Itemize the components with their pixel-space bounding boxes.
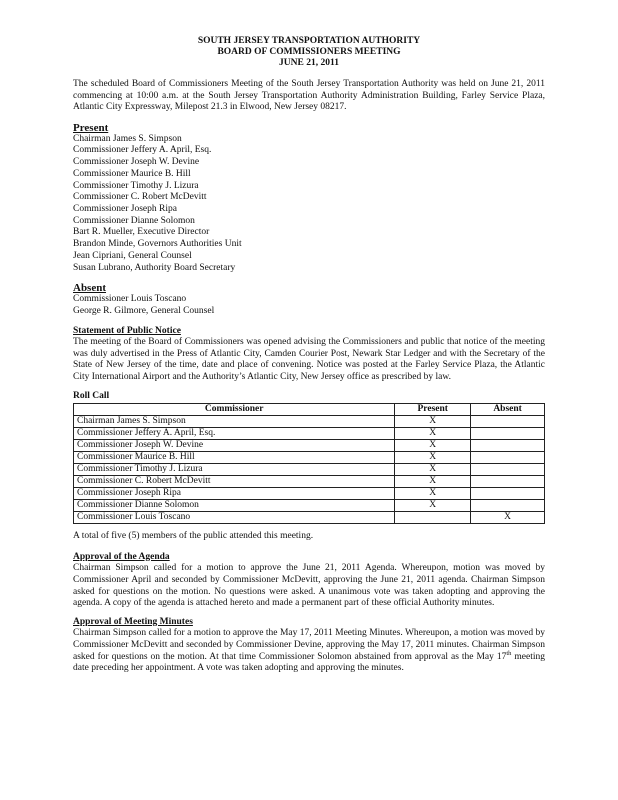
table-row xyxy=(74,440,545,452)
minutes-text-after: meeting date preceding her appointment. A vote was taken adopting and approving the minutes. xyxy=(73,651,545,674)
document-page xyxy=(73,36,545,675)
column-header-commissioner: Commissioner xyxy=(74,404,395,416)
present-cell: X xyxy=(395,500,471,512)
present-list-item: Commissioner Timothy J. Lizura xyxy=(73,180,199,191)
commissioner-cell: Commissioner Maurice B. Hill xyxy=(74,452,395,464)
present-cell: X xyxy=(395,452,471,464)
roll-call-table xyxy=(73,403,545,524)
present-cell: X xyxy=(395,428,471,440)
absent-list-item: Commissioner Louis Toscano xyxy=(73,294,187,305)
commissioner-cell: Commissioner Jeffery A. April, Esq. xyxy=(74,428,395,440)
document-header xyxy=(73,36,545,69)
public-notice-heading: Statement of Public Notice xyxy=(73,325,181,336)
public-attendance: A total of five (5) members of the public attended this meeting. xyxy=(73,531,314,542)
present-list-item: Commissioner Dianne Solomon xyxy=(73,215,195,226)
absent-heading: Absent xyxy=(73,282,107,295)
commissioner-cell: Chairman James S. Simpson xyxy=(74,416,395,428)
present-list-item: Brandon Minde, Governors Authorities Unit xyxy=(73,239,242,250)
present-list-item: Chairman James S. Simpson xyxy=(73,133,182,144)
absent-cell: X xyxy=(471,512,545,524)
absent-cell xyxy=(471,500,545,512)
present-cell: X xyxy=(395,416,471,428)
commissioner-cell: Commissioner C. Robert McDevitt xyxy=(74,476,395,488)
absent-list xyxy=(73,294,545,317)
minutes-superscript: th xyxy=(506,649,512,657)
absent-cell xyxy=(471,440,545,452)
present-cell: X xyxy=(395,440,471,452)
commissioner-cell: Commissioner Timothy J. Lizura xyxy=(74,464,395,476)
header-date: JUNE 21, 2011 xyxy=(279,58,339,68)
table-row xyxy=(74,512,545,524)
table-row xyxy=(74,428,545,440)
present-list-item: Commissioner Maurice B. Hill xyxy=(73,168,191,179)
commissioner-cell: Commissioner Dianne Solomon xyxy=(74,500,395,512)
column-header-present: Present xyxy=(395,404,471,416)
present-list-item: Susan Lubrano, Authority Board Secretary xyxy=(73,262,236,273)
minutes-text xyxy=(73,628,545,674)
present-cell: X xyxy=(395,476,471,488)
commissioner-cell: Commissioner Joseph Ripa xyxy=(74,488,395,500)
present-cell xyxy=(395,512,471,524)
absent-cell xyxy=(471,476,545,488)
header-org: SOUTH JERSEY TRANSPORTATION AUTHORITY xyxy=(197,36,421,46)
present-list-item: Commissioner Jeffery A. April, Esq. xyxy=(73,145,212,156)
commissioner-cell: Commissioner Louis Toscano xyxy=(74,512,395,524)
commissioner-cell: Commissioner Joseph W. Devine xyxy=(74,440,395,452)
present-heading: Present xyxy=(73,121,109,134)
present-list-item: Commissioner Joseph Ripa xyxy=(73,204,177,214)
absent-cell xyxy=(471,452,545,464)
present-list xyxy=(73,134,545,274)
agenda-heading: Approval of the Agenda xyxy=(73,551,170,562)
roll-call-heading: Roll Call xyxy=(73,390,110,401)
absent-cell xyxy=(471,488,545,500)
intro-paragraph: The scheduled Board of Commissioners Meeting of the South Jersey Transportation Authority was held on June 21, 2011 commencing at 10:00 a.m. at the South Jersey Transportation Authority Administration Building, Farley Service Plaza, Atlantic City Expressway, Milepost 21.3 in Elwood, New Jersey 08217. xyxy=(73,79,545,113)
present-list-item: Bart R. Mueller, Executive Director xyxy=(73,227,210,238)
roll-call-header-row xyxy=(74,404,545,416)
absent-cell xyxy=(471,416,545,428)
present-cell: X xyxy=(395,464,471,476)
table-row xyxy=(74,416,545,428)
present-cell: X xyxy=(395,488,471,500)
minutes-heading: Approval of Meeting Minutes xyxy=(73,616,193,627)
public-notice-text: The meeting of the Board of Commissioners was opened advising the Commissioners and public that notice of the meeting was duly advertised in the Press of Atlantic City, Camden Courier Post, Newark Star Ledger and with the Secretary of the State of New Jersey of the time, date and place of convening. Notice was posted at the Farley Service Plaza, the Atlantic City International Airport and the Authority’s Atlantic City, New Jersey office as prescribed by law. xyxy=(73,337,545,382)
table-row xyxy=(74,476,545,488)
absent-list-item: George R. Gilmore, General Counsel xyxy=(73,305,215,316)
header-meeting: BOARD OF COMMISSIONERS MEETING xyxy=(217,47,401,57)
present-list-item: Jean Cipriani, General Counsel xyxy=(73,250,192,261)
present-list-item: Commissioner C. Robert McDevitt xyxy=(73,192,207,203)
column-header-absent: Absent xyxy=(471,404,545,416)
table-row xyxy=(74,452,545,464)
table-row xyxy=(74,488,545,500)
table-row xyxy=(74,464,545,476)
minutes-text-before: Chairman Simpson called for a motion to approve the May 17, 2011 Meeting Minutes. Whereupon, a motion was moved by Commissioner McDevitt and seconded by Commissioner Devine, approving the May 17, 2011 minutes. Chairman Simpson asked for questions on the motion. At that time Commissioner Solomon abstained from approval as the May 17 xyxy=(73,628,545,662)
absent-cell xyxy=(471,464,545,476)
absent-cell xyxy=(471,428,545,440)
table-row xyxy=(74,500,545,512)
agenda-text: Chairman Simpson called for a motion to approve the June 21, 2011 Agenda. Whereupon, motion was moved by Commissioner April and seconded by Commissioner McDevitt, approving the June 21, 2011 agenda. Chairman Simpson asked for questions on the motion. No questions were asked. A unanimous vote was taken adopting and approving the agenda. A copy of the agenda is attached hereto and made a permanent part of these official Authority minutes. xyxy=(73,563,545,609)
present-list-item: Commissioner Joseph W. Devine xyxy=(73,157,200,168)
